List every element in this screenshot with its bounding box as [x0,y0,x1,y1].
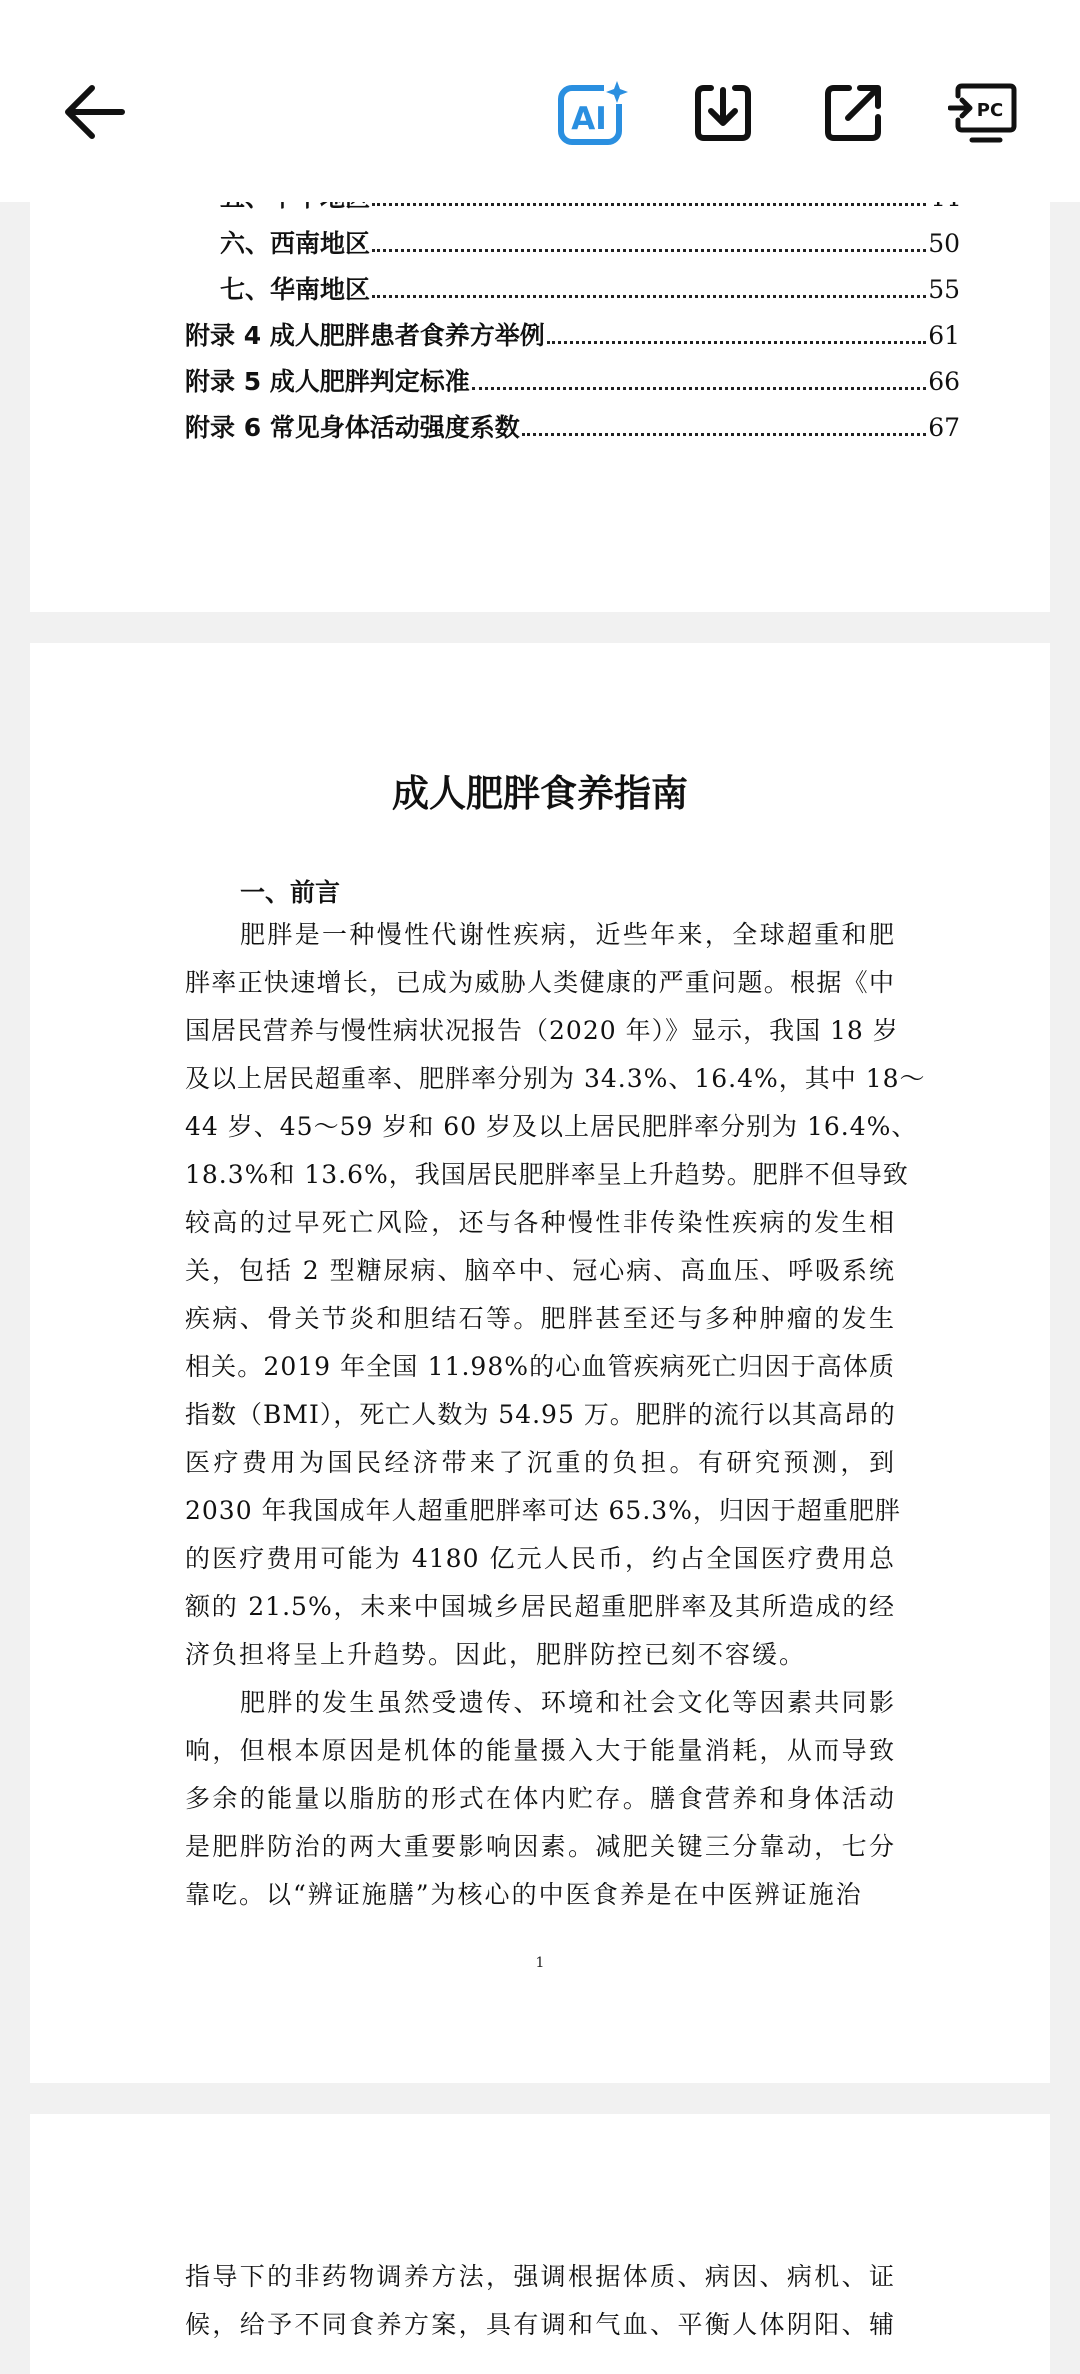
body-line: 胖率正快速增长，已成为威胁人类健康的严重问题。根据《中 [185,968,895,997]
back-arrow-icon[interactable] [62,82,126,142]
body-line: 疾病、骨关节炎和胆结石等。肥胖甚至还与多种肿瘤的发生 [185,1304,895,1333]
body-line: 指数（BMI），死亡人数为 54.95 万。肥胖的流行以其高昂的 [185,1400,896,1429]
body-line: 国居民营养与慢性病状况报告（2020 年）》显示，我国 18 岁 [185,1016,899,1045]
toc-leader [522,433,926,436]
body-line: 济负担将呈上升趋势。因此，肥胖防控已刻不容缓。 [185,1640,807,1669]
body-line: 2030 年我国成年人超重肥胖率可达 65.3%，归因于超重肥胖 [185,1496,901,1525]
body-line: 肥胖的发生虽然受遗传、环境和社会文化等因素共同影 [240,1688,895,1717]
body-line: 额的 21.5%，未来中国城乡居民超重肥胖率及其所造成的经 [185,1592,895,1621]
top-toolbar [0,0,1080,202]
toc-entry[interactable] [220,224,960,264]
body-line: 关，包括 2 型糖尿病、脑卒中、冠心病、高血压、呼吸系统 [185,1256,895,1285]
body-line: 医疗费用为国民经济带来了沉重的负担。有研究预测，到 [185,1448,895,1477]
toc-entry-title: 六、西南地区 [220,229,371,258]
toc-leader [472,387,926,390]
toc-leader [547,341,926,344]
toc-leader [372,203,926,206]
body-line: 及以上居民超重率、肥胖率分别为 34.3%、16.4%，其中 18～ [185,1064,926,1093]
toc-entry[interactable] [185,362,960,402]
body-line: 是肥胖防治的两大重要影响因素。减肥关键三分靠动，七分 [185,1832,895,1861]
body-line: 多余的能量以脂肪的形式在体内贮存。膳食营养和身体活动 [185,1784,895,1813]
ai-icon-label: AI [571,101,607,137]
body-line: 的医疗费用可能为 4180 亿元人民币，约占全国医疗费用总 [185,1544,895,1573]
toc-entry-page: 67 [928,413,960,442]
body-line: 肥胖是一种慢性代谢性疾病，近些年来，全球超重和肥 [240,920,895,949]
toc-entry-title: 七、华南地区 [220,275,371,304]
next-page [30,2114,1050,2374]
body-line: 响，但根本原因是机体的能量摄入大于能量消耗，从而导致 [185,1736,895,1765]
page-number: 1 [535,1955,545,1971]
body-line: 较高的过早死亡风险，还与各种慢性非传染性疾病的发生相 [185,1208,895,1237]
toc-entry-page: 61 [928,321,960,350]
ai-assistant-icon[interactable] [558,78,630,146]
pc-icon-label: PC [976,100,1004,121]
toc-leader [372,295,926,298]
share-export-icon[interactable] [822,82,884,144]
toc-entry[interactable] [220,270,960,310]
section-heading: 一、前言 [240,878,341,907]
toc-leader [372,249,926,252]
toc-entry-title: 附录 6 常见身体活动强度系数 [185,413,520,442]
document-title: 成人肥胖食养指南 [392,772,688,815]
download-icon[interactable] [692,82,754,144]
toc-entry-title: 附录 4 成人肥胖患者食养方举例 [185,321,545,350]
open-on-pc-icon[interactable] [948,82,1018,146]
body-line: 44 岁、45～59 岁和 60 岁及以上居民肥胖率分别为 16.4%、 [185,1112,918,1141]
toc-entry-page: 50 [928,229,960,258]
body-line: 18.3%和 13.6%，我国居民肥胖率呈上升趋势。肥胖不但导致 [185,1160,909,1189]
toc-entry[interactable] [185,316,960,356]
body-line: 靠吃。以“辨证施膳”为核心的中医食养是在中医辨证施治 [185,1880,863,1909]
body-line: 相关。2019 年全国 11.98%的心血管疾病死亡归因于高体质 [185,1352,895,1381]
toc-entry-page: 66 [928,367,960,396]
body-line: 指导下的非药物调养方法，强调根据体质、病因、病机、证 [185,2262,895,2291]
toc-entry[interactable] [185,408,960,448]
toc-entry-page: 55 [928,275,960,304]
toc-entry-title: 附录 5 成人肥胖判定标准 [185,367,470,396]
body-line: 候，给予不同食养方案，具有调和气血、平衡人体阴阳、辅 [185,2310,895,2339]
document-page [30,643,1050,2083]
